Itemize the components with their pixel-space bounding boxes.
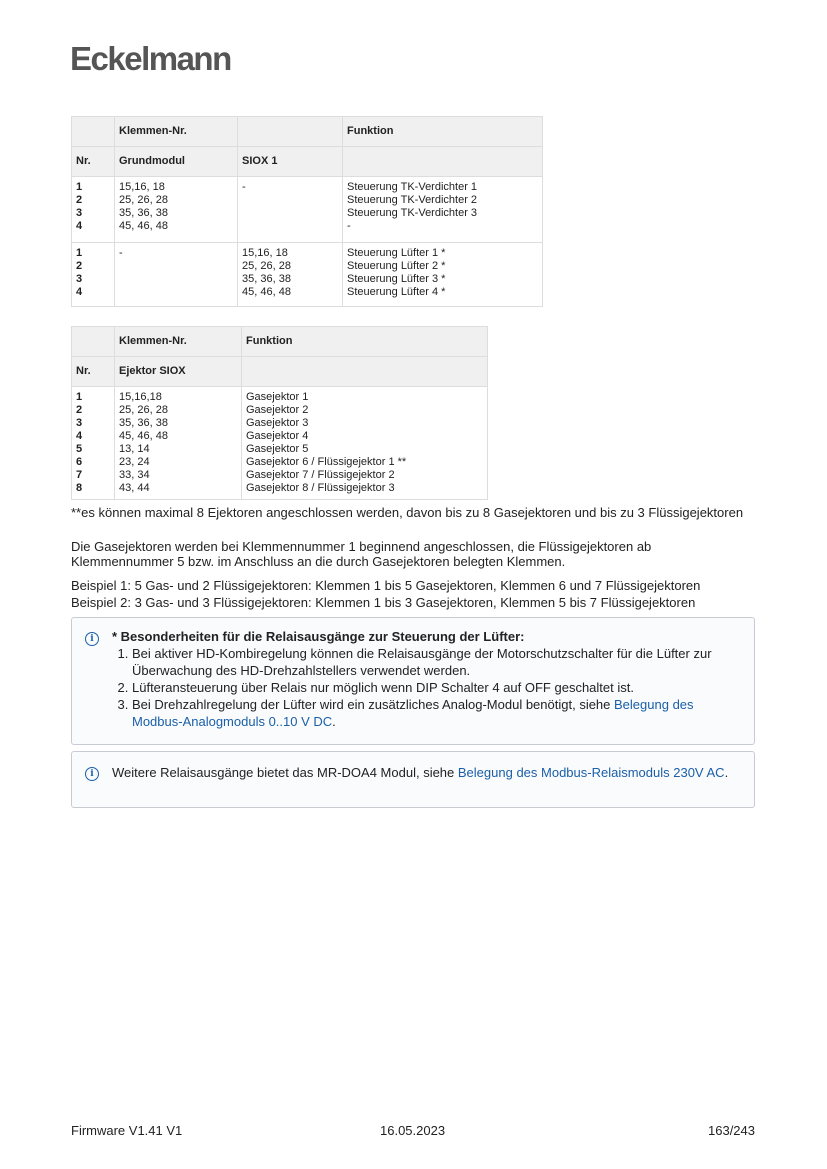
note-connection-order: Die Gasejektoren werden bei Klemmennummer 1 beginnend angeschlossen, die Flüssigejektoren ab Klemmennummer 5 bzw. im Anschluss an die durch Gasejektoren belegten Klemmen. [71,539,652,569]
cell-nr: 1 2 3 4 [72,243,115,307]
cell-line: 7 [76,469,83,481]
cell-funktion: Steuerung Lüfter 1 * Steuerung Lüfter 2 * Steuerung Lüfter 3 * Steuerung Lüfter 4 * [343,243,543,307]
cell-line: 35, 36, 38 [119,417,168,429]
note-example-1: Beispiel 1: 5 Gas- und 2 Flüssigejektoren: Klemmen 1 bis 5 Gasejektoren, Klemmen 6 und 7 Flüssigejektoren [71,578,701,593]
cell-line: Gasejektor 8 / Flüssigejektor 3 [246,482,395,494]
table-row [72,243,543,307]
link-relay-module[interactable]: Belegung des Modbus-Relaismoduls 230V AC [457,765,725,780]
cell-line: 15,16,18 [119,391,162,403]
cell-funktion [242,387,488,500]
cell-funktion: Steuerung TK-Verdichter 1 Steuerung TK-Verdichter 2 Steuerung TK-Verdichter 3 - [343,177,543,243]
list-item: 2. Lüfteransteuerung über Relais nur möglich wenn DIP Schalter 4 auf OFF geschaltet ist. [132,679,744,696]
cell-line: 45, 46, 48 [119,430,168,442]
cell-nr [72,387,115,500]
note-max-ejectors: **es können maximal 8 Ejektoren angeschlossen werden, davon bis zu 8 Gasejektoren und bis zu 3 Flüssigejektoren [71,505,744,520]
cell-line: Gasejektor 4 [246,430,309,442]
cell-line: 4 [76,430,83,442]
terminal-table-1 [71,116,543,307]
table-header-row: Nr. Grundmodul SIOX 1 [72,147,543,177]
list-item: 3. Bei Drehzahlregelung der Lüfter wird ein zusätzliches Analog-Modul benötigt, siehe Belegung des Modbus-Analogmoduls 0..10 V DC. [132,696,744,730]
cell-line: 43, 44 [119,482,150,494]
list-item: 1. Bei aktiver HD-Kombiregelung können die Relaisausgänge der Motorschutzschalter für die Lüfter zur Überwachung des HD-Drehzahlstellers verwendet werden. [132,645,744,679]
cell-klemmen [115,387,242,500]
cell-line: Gasejektor 6 / Flüssigejektor 1 ** [246,456,407,468]
cell-line: Gasejektor 1 [246,391,309,403]
table-header-row: Klemmen-Nr. Funktion [72,117,543,147]
note-example-2: Beispiel 2: 3 Gas- und 3 Flüssigejektoren: Klemmen 1 bis 3 Gasejektoren, Klemmen 5 bis 7 Flüssigejektoren [71,595,696,610]
footer-page-number: 163/243 [708,1123,755,1138]
info-title: * Besonderheiten für die Relaisausgänge zur Steuerung der Lüfter: [112,629,525,644]
cell-nr: 1 2 3 4 [72,177,115,243]
cell-line: Gasejektor 2 [246,404,309,416]
cell-line: 8 [76,482,83,494]
cell-line: 2 [76,404,83,416]
footer-firmware: Firmware V1.41 V1 [71,1123,183,1138]
cell-siox: 15,16, 18 25, 26, 28 35, 36, 38 45, 46, 48 [238,243,343,307]
info-icon: i [85,632,99,646]
info-box-doa4: i Weitere Relaisausgänge bietet das MR-DOA4 Modul, siehe Belegung des Modbus-Relaismoduls 230V AC. [71,751,755,808]
cell-line: Gasejektor 7 / Flüssigejektor 2 [246,469,395,481]
cell-grundmodul: 15,16, 18 25, 26, 28 35, 36, 38 45, 46, 48 [115,177,238,243]
table-header-row: Nr. Ejektor SIOX [72,357,488,387]
cell-line: 5 [76,443,83,455]
ejector-table [71,326,488,500]
table-header-row: Klemmen-Nr. Funktion [72,327,488,357]
link-analog-module[interactable]: Belegung des Modbus-Analogmoduls 0..10 V DC [132,697,694,729]
logo: Eckelmann [70,40,231,77]
table-row [72,387,488,500]
cell-siox: - [238,177,343,243]
cell-grundmodul: - [115,243,238,307]
cell-line: 6 [76,456,83,468]
cell-line: 23, 24 [119,456,150,468]
cell-line: 25, 26, 28 [119,404,168,416]
footer-date: 16.05.2023 [380,1123,446,1138]
cell-line: 3 [76,417,83,429]
info-box-fan-relays [71,617,755,745]
cell-line: Gasejektor 3 [246,417,309,429]
cell-line: Gasejektor 5 [246,443,309,455]
cell-line: 13, 14 [119,443,150,455]
cell-line: 1 [76,391,83,403]
info-icon: i [85,767,99,781]
cell-line: 33, 34 [119,469,150,481]
table-row [72,177,543,243]
